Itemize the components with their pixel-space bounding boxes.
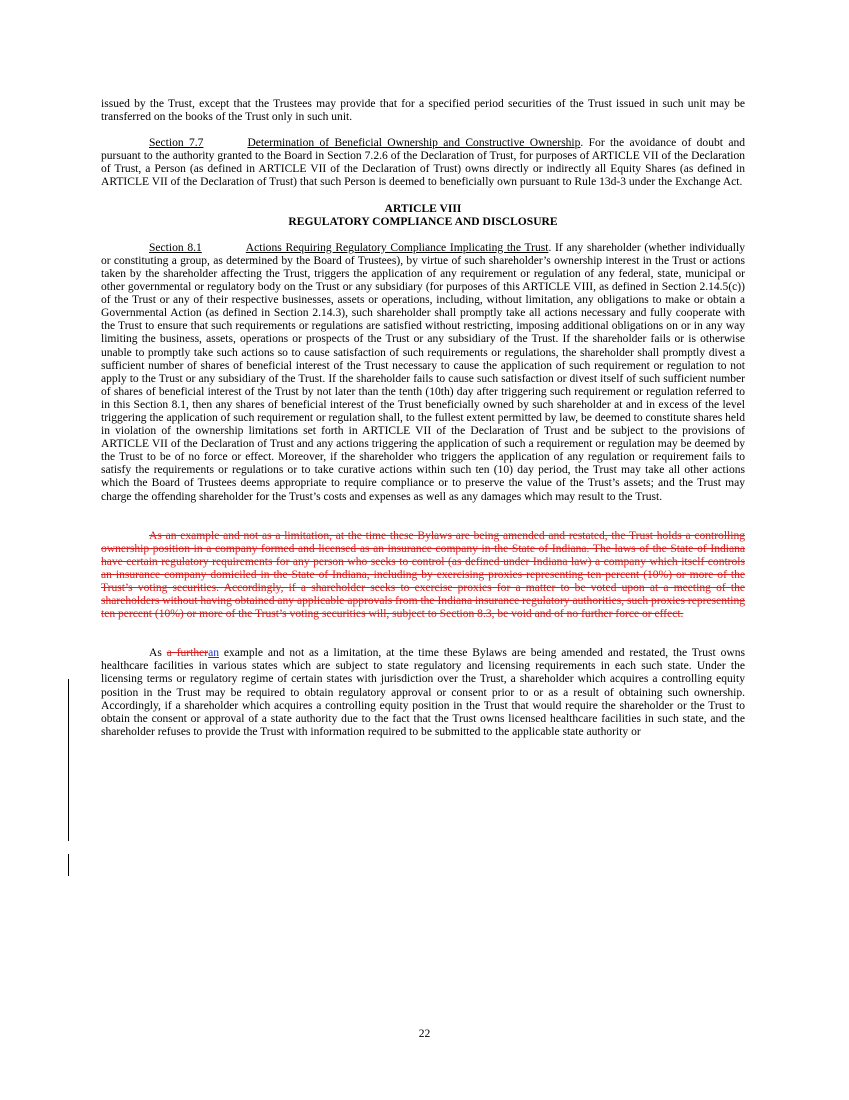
deleted-paragraph: As an example and not as a limitation, at the time these Bylaws are being amended and restated, the Trust holds a controlling ownership position in a company formed and licensed as an insurance company in the State of Indiana. The laws of the State of Indiana have certain regulatory requirements for any person who seeks to control (as defined under Indiana law) a company which itself controls an insurance company domiciled in the State of Indiana, including by exercising proxies representing ten percent (10%) or more of the Trust’s voting securities. Accordingly, if a shareholder seeks to exercise proxies for a matter to be voted upon at a meeting of the shareholders without having obtained any applicable approvals from the Indiana insurance regulatory authorities, such proxies representing ten percent (10%) or more of the Trust’s voting securities will, subject to Section 8.3, be void and of no further force or effect. [101, 529, 745, 621]
tracked-deletion: a further [166, 647, 209, 660]
section-8-1-body: . If any shareholder (whether individually or constituting a group, as determined by the Board of Trustees), by virtue of such shareholder’s ownership interest in the Trust or actions taken by the shareholder affecting the Trust, triggers the application of any requirement or regulation of any federal, state, municipal or other governmental or regulatory body on the Trust or any subsidiary (for purposes of this ARTICLE VIII, as defined in Section 2.14.5(c)) of the Trust or any of their respective businesses, assets or operations, including, without limitation, any obligations to make or obtain a Governmental Action (as defined in Section 2.14.3), such shareholder shall promptly take all actions necessary and fully cooperate with the Trust to ensure that such requirements or regulations are satisfied without restricting, imposing additional obligations on or in any way limiting the business, assets, operations or prospects of the Trust or any subsidiary of the Trust. If the shareholder fails or is otherwise unable to promptly take such actions so to cause satisfaction of such requirements or regulations, the shareholder shall promptly divest a sufficient number of shares of beneficial interest of the Trust necessary to cause the application of such requirement or regulation to not apply to the Trust or any subsidiary of the Trust. If the shareholder fails to cause such satisfaction or divest itself of such sufficient number of shares of beneficial interest of the Trust by not later than the tenth (10th) day after triggering such requirement or regulation referred to in this Section 8.1, then any shares of beneficial interest of the Trust beneficially owned by such shareholder at and in excess of the level triggering the application of such requirement or regulation shall, to the fullest extent permitted by law, be deemed to constitute shares held in violation of the ownership limitations set forth in ARTICLE VII of the Declaration of Trust and be subject to the provisions of ARTICLE VII of the Declaration of Trust and any actions triggering the application of such a requirement or regulation may be deemed by the Trust to be of no force or effect. Moreover, if the shareholder who triggers the application of any regulation or requirement fails to satisfy the requirements or regulations or to take curative actions within such ten (10) day period, the Trust may take all other actions which the Board of Trustees deems appropriate to require compliance or to preserve the value of the Trust’s assets; and the Trust may charge the offending shareholder for the Trust’s costs and expenses as well as any damages which may result to the Trust. [101, 241, 745, 503]
article-title: REGULATORY COMPLIANCE AND DISCLOSURE [288, 215, 558, 228]
article-number: ARTICLE VIII [384, 202, 462, 215]
change-bar-inserted [68, 854, 69, 876]
section-7-7-number: Section 7.7 [149, 137, 204, 150]
healthcare-paragraph [101, 647, 745, 739]
healthcare-rest: example and not as a limitation, at the time these Bylaws are being amended and restated, the Trust owns healthcare facilities in various states which are subject to state regulatory and licensing requirements in each such state. Under the licensing terms or regulatory regime of certain states with jurisdiction over the Trust, a shareholder which acquires a controlling equity position in the Trust may be required to obtain regulatory approval or consent prior to or as a result of obtaining such ownership. Accordingly, if a shareholder which acquires a controlling equity position in the Trust that would require the shareholder or the Trust to obtain the consent or approval of a state authority due to the fact that the Trust owns licensed healthcare facilities in such state, and the shareholder refuses to provide the Trust with information required to be submitted to the applicable state authority or [101, 647, 745, 738]
section-7-7 [101, 137, 745, 189]
healthcare-start: As [149, 647, 167, 660]
change-bar-deleted [68, 679, 69, 841]
section-8-1-title: Actions Requiring Regulatory Compliance Implicating the Trust [245, 241, 549, 254]
article-heading [101, 203, 745, 229]
document-page [101, 98, 745, 739]
paragraph-continuation: issued by the Trust, except that the Trustees may provide that for a specified period securities of the Trust issued in such unit may be transferred on the books of the Trust only in such unit. [101, 98, 745, 124]
section-8-1 [101, 242, 745, 504]
section-7-7-body: . For the avoidance of doubt and pursuant to the authority granted to the Board in Section 7.2.6 of the Declaration of Trust, for purposes of ARTICLE VII of the Declaration of Trust, a Person (as defined in ARTICLE VII of the Declaration of Trust) owns directly or indirectly all Equity Shares (as defined in ARTICLE VII of the Declaration of Trust) that such Person is deemed to beneficially own pursuant to Rule 13d-3 under the Exchange Act. [101, 137, 745, 189]
section-7-7-title: Determination of Beneficial Ownership and Constructive Ownership [247, 137, 581, 150]
page-number: 22 [418, 1028, 431, 1040]
tracked-insertion: an [208, 647, 220, 660]
section-8-1-number: Section 8.1 [149, 241, 202, 254]
